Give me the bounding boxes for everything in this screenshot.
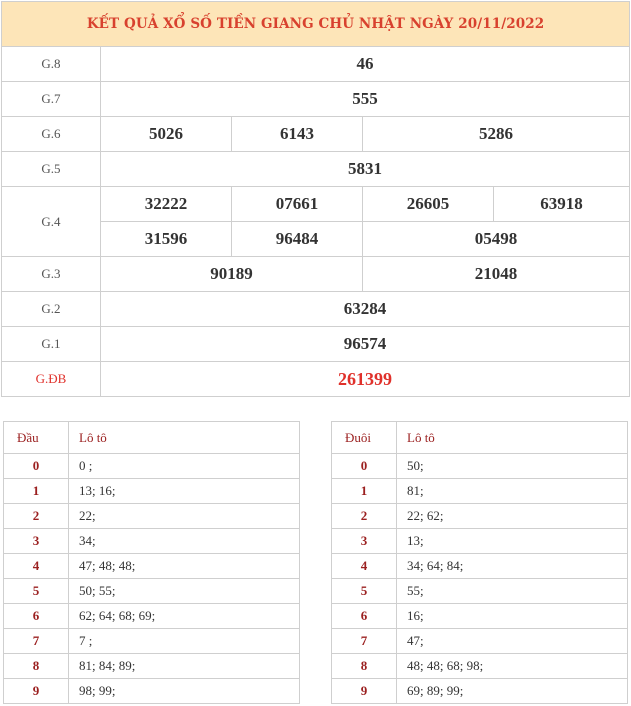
prize-number: 63918	[494, 187, 630, 222]
loto-values: 81; 84; 89;	[69, 654, 300, 679]
loto-digit: 7	[332, 629, 397, 654]
loto-digit: 1	[332, 479, 397, 504]
header-values: Lô tô	[69, 422, 300, 454]
loto-row	[4, 454, 300, 479]
loto-digit: 6	[332, 604, 397, 629]
header-digit: Đuôi	[332, 422, 397, 454]
loto-row	[332, 529, 628, 554]
prize-row-g1	[2, 327, 630, 362]
loto-digit: 2	[332, 504, 397, 529]
loto-digit: 6	[4, 604, 69, 629]
loto-values: 34; 64; 84;	[397, 554, 628, 579]
prize-row-g7	[2, 82, 630, 117]
loto-values: 81;	[397, 479, 628, 504]
prize-label: G.8	[2, 47, 101, 82]
prize-number: 07661	[232, 187, 363, 222]
loto-row	[332, 504, 628, 529]
prize-label: G.6	[2, 117, 101, 152]
loto-row	[332, 554, 628, 579]
prize-number: 555	[101, 82, 630, 117]
prize-number: 21048	[363, 257, 630, 292]
prize-number: 5286	[363, 117, 630, 152]
loto-values: 34;	[69, 529, 300, 554]
prize-label: G.2	[2, 292, 101, 327]
prize-row-g5	[2, 152, 630, 187]
loto-row	[4, 529, 300, 554]
loto-digit: 0	[332, 454, 397, 479]
prize-number: 05498	[363, 222, 630, 257]
loto-values: 0 ;	[69, 454, 300, 479]
loto-values: 69; 89; 99;	[397, 679, 628, 704]
loto-digit: 1	[4, 479, 69, 504]
prize-row-g6	[2, 117, 630, 152]
prize-number: 5831	[101, 152, 630, 187]
loto-row	[332, 479, 628, 504]
loto-values: 47;	[397, 629, 628, 654]
loto-digit: 8	[4, 654, 69, 679]
loto-row	[4, 679, 300, 704]
loto-values: 16;	[397, 604, 628, 629]
prize-row-g4	[2, 187, 630, 222]
loto-digit: 0	[4, 454, 69, 479]
loto-digit: 4	[332, 554, 397, 579]
prize-number: 46	[101, 47, 630, 82]
header-values: Lô tô	[397, 422, 628, 454]
prize-row-g8	[2, 47, 630, 82]
prize-number: 5026	[101, 117, 232, 152]
loto-digit: 8	[332, 654, 397, 679]
loto-values: 98; 99;	[69, 679, 300, 704]
loto-header-row	[332, 422, 628, 454]
special-prize-label: G.ĐB	[2, 362, 101, 397]
loto-values: 22; 62;	[397, 504, 628, 529]
loto-values: 7 ;	[69, 629, 300, 654]
prize-number: 96484	[232, 222, 363, 257]
prize-label: G.7	[2, 82, 101, 117]
loto-row	[332, 604, 628, 629]
header-digit: Đầu	[4, 422, 69, 454]
prize-number: 32222	[101, 187, 232, 222]
loto-row	[332, 654, 628, 679]
loto-digit: 9	[332, 679, 397, 704]
loto-digit: 5	[4, 579, 69, 604]
loto-row	[4, 554, 300, 579]
results-title: KẾT QUẢ XỔ SỐ TIỀN GIANG CHỦ NHẬT NGÀY 20/11/2022	[2, 2, 630, 47]
loto-digit: 2	[4, 504, 69, 529]
loto-row	[4, 479, 300, 504]
special-prize-number: 261399	[101, 362, 630, 397]
loto-row	[4, 654, 300, 679]
loto-digit: 5	[332, 579, 397, 604]
loto-header-row	[4, 422, 300, 454]
prize-number: 6143	[232, 117, 363, 152]
prize-label: G.3	[2, 257, 101, 292]
loto-values: 13;	[397, 529, 628, 554]
prize-number: 26605	[363, 187, 494, 222]
loto-row	[332, 679, 628, 704]
prize-number: 90189	[101, 257, 363, 292]
prize-label: G.1	[2, 327, 101, 362]
loto-row	[4, 629, 300, 654]
prize-number: 63284	[101, 292, 630, 327]
loto-row	[332, 454, 628, 479]
loto-head-table	[3, 421, 300, 704]
loto-digit: 9	[4, 679, 69, 704]
loto-digit: 4	[4, 554, 69, 579]
loto-values: 50; 55;	[69, 579, 300, 604]
prize-label: G.5	[2, 152, 101, 187]
loto-values: 50;	[397, 454, 628, 479]
prize-number: 31596	[101, 222, 232, 257]
loto-digit: 3	[4, 529, 69, 554]
loto-row	[332, 629, 628, 654]
loto-row	[4, 579, 300, 604]
loto-values: 22;	[69, 504, 300, 529]
prize-number: 96574	[101, 327, 630, 362]
loto-row	[332, 579, 628, 604]
prize-row-g3	[2, 257, 630, 292]
loto-values: 13; 16;	[69, 479, 300, 504]
loto-values: 47; 48; 48;	[69, 554, 300, 579]
loto-values: 55;	[397, 579, 628, 604]
loto-tail-table	[331, 421, 628, 704]
loto-values: 48; 48; 68; 98;	[397, 654, 628, 679]
prize-row-special	[2, 362, 630, 397]
prize-label: G.4	[2, 187, 101, 257]
loto-digit: 3	[332, 529, 397, 554]
results-table	[1, 1, 630, 397]
loto-row	[4, 504, 300, 529]
prize-row-g2	[2, 292, 630, 327]
loto-values: 62; 64; 68; 69;	[69, 604, 300, 629]
loto-digit: 7	[4, 629, 69, 654]
loto-row	[4, 604, 300, 629]
